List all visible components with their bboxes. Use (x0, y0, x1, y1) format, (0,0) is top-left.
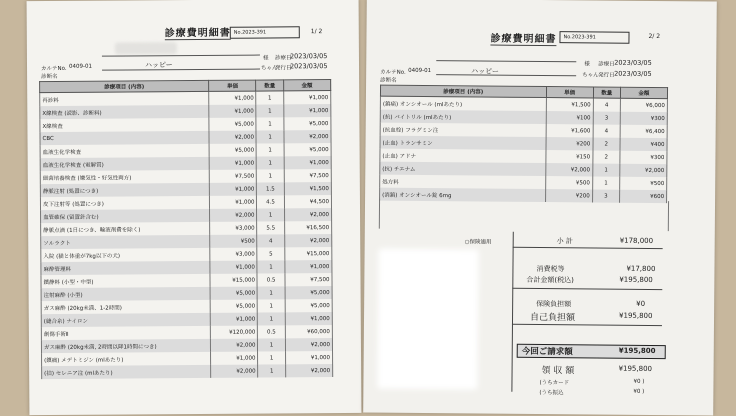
page1-pet-suffix: ちゃん (261, 65, 278, 72)
page2-visit-date: 2023/03/05 (614, 58, 652, 67)
page2-quantity: 2 (593, 150, 620, 163)
page2-owner-suffix: 様 (584, 61, 590, 68)
page2-quantity: 2 (593, 137, 620, 150)
card-value: ¥0 ) (633, 378, 645, 385)
page1-item-name: 創傷手術Ⅱ (41, 326, 210, 340)
page2-diagnosis-label: 診断名 (380, 77, 397, 84)
page1-issue-date: 2023/03/05 (289, 62, 328, 71)
page2-chart-label: カルテNo. (380, 69, 406, 76)
page2-item-name: (止血) アドナ (380, 149, 546, 163)
page1-unit-price: ¥2,000 (211, 339, 258, 352)
page2-item-name: (鎮痛) オンシオール (mlあたり) (380, 96, 546, 111)
page2-header-amount: 金額 (620, 87, 667, 98)
page1-item-name: 皮下注射等 (処置につき) (40, 196, 209, 210)
page1-item-name: 血液生化学検査 (40, 144, 209, 158)
page1-quantity: 1 (258, 312, 285, 325)
page1-amount: ¥1,000 (283, 91, 330, 105)
page2-visit-label: 診療日 (598, 61, 615, 68)
page2-header-item: 診療項目 (内容) (380, 85, 546, 97)
page1-unit-price: ¥1,000 (209, 157, 256, 170)
page2-amount: ¥600 (619, 190, 666, 203)
page1-owner-suffix: 様 (262, 55, 269, 62)
page1-quantity: 4.5 (257, 195, 284, 208)
page1-quantity: 1 (257, 169, 284, 182)
page1-chart-label: カルテNo. (41, 65, 67, 73)
page1-items-table (39, 79, 333, 379)
page2-unit-price: ¥2,000 (545, 163, 592, 176)
page1-page-number: 1/ 2 (310, 28, 323, 36)
redacted-clinic-info (377, 249, 478, 390)
page1-chart-number: 0409-01 (68, 63, 93, 70)
page2-item-name: (消鎮) オンシオール錠 6mg (380, 188, 546, 202)
page1-amount: ¥60,000 (285, 325, 332, 338)
invoice-page-2 (363, 0, 717, 416)
page1-quantity: 1 (256, 91, 283, 105)
page1-pet-line (102, 60, 260, 71)
page1-amount: ¥1,000 (284, 156, 331, 169)
page2-quantity: 4 (593, 98, 620, 112)
page2-issue-label: 発行日 (598, 72, 615, 79)
page2-unit-price: ¥500 (545, 176, 592, 189)
page1-amount: ¥5,000 (284, 143, 331, 156)
billing-label: 今回ご請求額 (521, 346, 573, 358)
subtotal-rule (513, 247, 663, 249)
page2-header-unit-price: 単価 (546, 87, 593, 98)
page2-pet-name: ハッピー (471, 67, 499, 76)
total-rule (512, 288, 662, 290)
page1-diagnosis-label: 診断名 (41, 73, 58, 81)
page1-amount: ¥1,000 (285, 312, 332, 325)
page2-item-name: 処方料 (380, 175, 546, 189)
page1-item-name: CBC (40, 131, 209, 145)
tax-value: ¥17,800 (626, 264, 656, 274)
page1-amount: ¥2,000 (285, 338, 332, 351)
page1-item-name: 血液生化学検査 (電解質) (40, 157, 209, 171)
page1-quantity: 1 (256, 130, 283, 143)
page1-quantity: 0.5 (257, 273, 284, 286)
page2-item-name: (抗) チエナム (380, 162, 546, 176)
page1-unit-price: ¥5,000 (209, 144, 256, 157)
page2-owner-line (436, 51, 576, 62)
page2-unit-price: ¥200 (545, 189, 592, 202)
page1-amount: ¥1,000 (285, 351, 332, 364)
page1-unit-price: ¥1,000 (210, 313, 257, 326)
page2-amount: ¥500 (619, 177, 666, 190)
page1-header-item: 診療項目 (内容) (40, 80, 209, 92)
page1-item-name: 入院 (猫と体重が7kg以下の犬) (41, 248, 210, 262)
self-pay-value: ¥195,800 (619, 311, 653, 320)
page1-item-name: X線検査 (40, 118, 209, 132)
transfer-value: ¥0 ) (633, 388, 645, 395)
insurance-label: 保険負担額 (536, 299, 572, 309)
page1-item-name: ソルラクト (41, 235, 210, 249)
page2-pet-line (436, 65, 576, 76)
self-pay-rule (512, 324, 662, 326)
page1-item-name: ガス麻酔 (20kg未満、1-2時間) (41, 300, 210, 314)
page1-unit-price: ¥3,000 (210, 248, 257, 261)
page1-amount: ¥16,500 (284, 221, 331, 234)
page1-amount: ¥2,000 (284, 234, 331, 247)
page1-amount: ¥2,000 (284, 208, 331, 221)
page1-quantity: 5 (257, 247, 284, 260)
page1-item-name: 血管確保 (留置針含む) (41, 209, 210, 223)
page2-header-quantity: 数量 (593, 87, 620, 98)
page1-header-amount: 金額 (283, 80, 330, 91)
page2-amount: ¥2,000 (620, 164, 667, 177)
page1-item-name: 麻酔管理料 (41, 261, 210, 275)
page1-amount: ¥5,000 (284, 117, 331, 130)
summary-left-border (511, 232, 513, 392)
page2-unit-price: ¥1,600 (546, 124, 593, 137)
page2-amount: ¥6,400 (620, 125, 667, 138)
page1-unit-price: ¥500 (210, 235, 257, 248)
page1-visit-date: 2023/03/05 (289, 52, 328, 61)
page2-doc-number: No.2023-391 (559, 31, 629, 44)
transfer-label: (うち振込 (539, 390, 564, 397)
page1-amount: ¥15,000 (284, 247, 331, 260)
page1-unit-price: ¥1,000 (209, 183, 256, 196)
billing-value: ¥195,800 (618, 346, 656, 356)
receipt-value: ¥195,800 (618, 364, 653, 373)
page1-quantity: 1 (256, 117, 283, 130)
page1-unit-price: ¥3,000 (210, 222, 257, 235)
page1-header-unit-price: 単価 (209, 80, 256, 91)
page1-quantity: 1 (257, 156, 284, 169)
page1-unit-price: ¥2,000 (209, 131, 256, 144)
page1-unit-price: ¥1,000 (209, 91, 256, 105)
insurance-value: ¥0 (636, 299, 646, 308)
page2-page-number: 2/ 2 (648, 32, 661, 41)
page1-item-name: 鎮静料 (小型・中型) (41, 274, 210, 288)
page2-title: 診療費明細書 (490, 30, 556, 47)
page1-quantity: 1 (258, 338, 285, 351)
invoice-page-1 (27, 0, 362, 415)
page1-amount: ¥5,000 (285, 286, 332, 299)
total-value: ¥195,800 (619, 275, 653, 284)
page1-unit-price: ¥120,000 (210, 326, 257, 339)
page2-quantity: 1 (592, 163, 619, 176)
page2-amount: ¥6,000 (620, 98, 667, 112)
page2-quantity: 3 (593, 111, 620, 124)
page1-item-name: 再診料 (40, 91, 209, 106)
page2-unit-price: ¥1,500 (546, 98, 593, 112)
page2-items-table (379, 85, 668, 204)
page1-pet-name: ハッピー (144, 61, 173, 70)
page2-blank-rows (379, 199, 669, 232)
page1-unit-price: ¥1,000 (211, 352, 258, 365)
page1-quantity: 1 (258, 364, 285, 377)
page2-issue-date: 2023/03/05 (614, 69, 652, 78)
page1-amount: ¥4,500 (284, 195, 331, 208)
page1-quantity: 1 (257, 260, 284, 273)
page2-amount: ¥300 (620, 112, 667, 125)
page1-unit-price: ¥1,000 (210, 261, 257, 274)
page1-quantity: 1 (257, 143, 284, 156)
receipt-label: 領 収 額 (541, 366, 575, 377)
page1-title: 診療費明細書 (165, 24, 231, 40)
page1-amount: ¥5,000 (285, 299, 332, 312)
page1-owner-line (102, 46, 260, 57)
page1-unit-price: ¥5,000 (209, 118, 256, 131)
page1-item-name: ガス麻酔 (20kg未満, 2時間以降1時間につき) (41, 339, 210, 353)
subtotal-label: 小 計 (556, 237, 573, 246)
page1-quantity: 0.5 (258, 325, 285, 338)
page2-item-name: (抗) バイトリル (mlあたり) (380, 110, 546, 124)
page1-amount: ¥2,000 (285, 364, 332, 377)
page1-item-name: (鎮痛) メデトミジン (mlあたり) (42, 352, 211, 366)
page1-amount: ¥7,500 (285, 273, 332, 286)
page1-header-quantity: 数量 (256, 80, 283, 91)
card-label: (うちカード (539, 380, 570, 387)
page1-quantity: 5.5 (257, 221, 284, 234)
page1-unit-price: ¥15,000 (210, 274, 257, 287)
page2-amount: ¥400 (620, 138, 667, 151)
page2-unit-price: ¥200 (546, 137, 593, 150)
page1-quantity: 1 (258, 299, 285, 312)
page1-unit-price: ¥5,000 (210, 300, 257, 313)
page2-quantity: 3 (592, 189, 619, 202)
page1-quantity: 4 (257, 234, 284, 247)
page2-pet-suffix: ちゃん (582, 72, 599, 79)
page1-item-name: X線検査 (読影、診断料) (40, 105, 209, 119)
subtotal-value: ¥178,000 (619, 236, 654, 245)
page2-quantity: 1 (592, 176, 619, 189)
page1-item-name: 注射麻酔 (小型) (41, 287, 210, 301)
page1-item-name: 細菌培養検査 (嫌気性・好気性両方) (40, 170, 209, 184)
page1-doc-number: No.2023-391 (230, 26, 300, 38)
page1-quantity: 1.5 (257, 182, 284, 195)
page1-amount: ¥7,500 (284, 169, 331, 182)
page1-amount: ¥1,500 (284, 182, 331, 195)
page2-unit-price: ¥150 (545, 150, 592, 163)
page1-visit-label: 診療日 (274, 55, 292, 62)
page1-item-name: 静脈点滴 (1日につき、輸液剤費を除く) (41, 222, 210, 236)
total-label: 合計金額(税込) (526, 275, 574, 285)
page2-amount: ¥300 (620, 151, 667, 164)
page1-amount: ¥2,000 (284, 130, 331, 143)
page2-unit-price: ¥100 (546, 111, 593, 124)
self-pay-label: 自己負担額 (529, 312, 576, 324)
page1-item-name: (縫合糸) ナイロン (41, 313, 210, 327)
page1-quantity: 1 (256, 104, 283, 117)
page1-item-name: (拮) セレニア注 (mlあたり) (42, 365, 211, 379)
page1-quantity: 1 (258, 286, 285, 299)
page1-issue-label: 発行日 (275, 65, 292, 72)
page1-quantity: 1 (258, 351, 285, 364)
page1-item-name: 静脈注射 (処置につき) (40, 183, 209, 197)
page1-unit-price: ¥7,500 (209, 170, 256, 183)
page1-amount: ¥1,000 (285, 260, 332, 273)
page1-unit-price: ¥1,000 (210, 196, 257, 209)
page1-quantity: 1 (257, 208, 284, 221)
page2-quantity: 4 (593, 124, 620, 137)
page1-unit-price: ¥2,000 (210, 209, 257, 222)
page2-item-name: (止血) トランサミン (380, 136, 546, 150)
page1-unit-price: ¥2,000 (211, 365, 258, 378)
page2-item-name: (抗血栓) フラグミン注 (380, 123, 546, 137)
page1-unit-price: ¥1,000 (209, 105, 256, 118)
tax-label: 消費税等 (536, 264, 565, 274)
page2-chart-number: 0409-01 (408, 67, 432, 75)
page1-table-row (42, 364, 333, 379)
page1-unit-price: ¥5,000 (210, 287, 257, 300)
insurance-applied-mark: ○保険適用 (464, 239, 492, 246)
page1-amount: ¥1,000 (283, 104, 330, 117)
